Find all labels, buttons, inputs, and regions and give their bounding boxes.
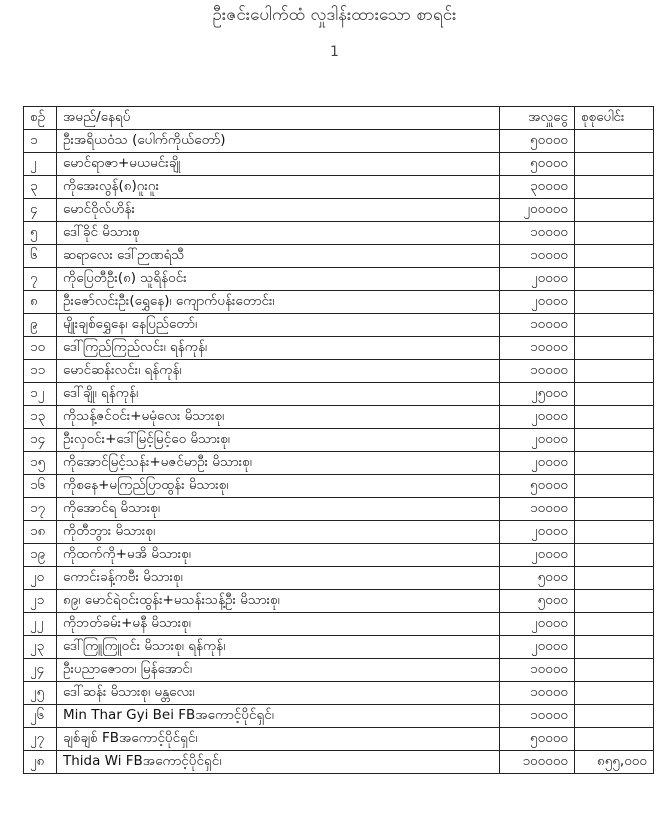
row-number: ၂၇ (24, 728, 57, 751)
header-amount: အလှူငွေ (500, 107, 575, 130)
table-row (24, 337, 654, 360)
row-number: ၁၁ (24, 360, 57, 383)
total-amount (575, 406, 654, 429)
donor-name: ဒေါ်ကြည်ကြည်လင်း၊ ရန်ကုန်၊ (57, 337, 500, 360)
donor-name: ဦးအရိယဝံသ (ပေါက်ကိုယ်တော်) (57, 130, 500, 153)
total-amount (575, 705, 654, 728)
row-number: ၂၂ (24, 613, 57, 636)
table-body (24, 130, 654, 774)
total-amount (575, 383, 654, 406)
donation-amount: ၅၀၀၀၀ (500, 130, 575, 153)
table-row (24, 475, 654, 498)
donor-name: ဦးလှဝင်း+ဒေါ်မြင့်မြင့်ဝေ မိသားစု၊ (57, 429, 500, 452)
donation-amount: ၂၀၀၀၀ (500, 521, 575, 544)
page-title: ဦးဇင်းပေါက်ထံ လှုဒါန်းထားသော စာရင်း (212, 5, 457, 25)
table-row (24, 245, 654, 268)
donation-amount: ၂၀၀၀၀ (500, 406, 575, 429)
total-amount (575, 153, 654, 176)
donation-amount: ၅၀၀၀ (500, 567, 575, 590)
total-amount (575, 521, 654, 544)
donation-amount: ၂၀၀၀၀ (500, 268, 575, 291)
row-number: ၁၀ (24, 337, 57, 360)
row-number: ၁ (24, 130, 57, 153)
total-amount (575, 567, 654, 590)
row-number: ၁၅ (24, 452, 57, 475)
total-amount (575, 314, 654, 337)
header-total: စုစုပေါင်း (575, 107, 654, 130)
donation-amount: ၁၀၀၀၀ (500, 314, 575, 337)
table-row (24, 751, 654, 774)
table-row (24, 682, 654, 705)
row-number: ၁၂ (24, 383, 57, 406)
donor-name: ဒေါ်ကြူကြူဝင်း မိသားစု၊ ရန်ကုန်၊ (57, 636, 500, 659)
donation-amount: ၁၀၀၀၀ (500, 245, 575, 268)
donation-amount: ၅၀၀၀၀ (500, 728, 575, 751)
donor-name: ကိုအောင်ရ မိသားစု၊ (57, 498, 500, 521)
donation-table (23, 106, 654, 774)
row-number: ၂၀ (24, 567, 57, 590)
donor-name: ကောင်းခန့်ကဗီး မိသားစု၊ (57, 567, 500, 590)
row-number: ၉ (24, 314, 57, 337)
donor-name: မောင်ဆန်းလင်း၊ ရန်ကုန်၊ (57, 360, 500, 383)
donor-name: ဒေါ်ဆန်း မိသားစု၊ မန္တလေး၊ (57, 682, 500, 705)
table-row (24, 613, 654, 636)
row-number: ၅ (24, 222, 57, 245)
table-row (24, 130, 654, 153)
row-number: ၂၈ (24, 751, 57, 774)
table-row (24, 498, 654, 521)
donation-amount: ၁၀၀၀၀ (500, 222, 575, 245)
donation-amount: ၅၀၀၀ (500, 590, 575, 613)
total-amount (575, 291, 654, 314)
donation-amount: ၁၀၀၀၀ (500, 337, 575, 360)
total-amount (575, 360, 654, 383)
row-number: ၁၇ (24, 498, 57, 521)
donor-name: Thida Wi FBအကောင့်ပိုင်ရှင်၊ (57, 751, 500, 774)
donation-amount: ၂၀၀၀၀ (500, 613, 575, 636)
donor-name: ကိုသန့်ဇင်ဝင်း+မမုံလေး မိသားစု၊ (57, 406, 500, 429)
total-amount (575, 130, 654, 153)
donor-name: Min Thar Gyi Bei FBအကောင့်ပိုင်ရှင်၊ (57, 705, 500, 728)
donor-name: ချစ်ချစ် FBအကောင့်ပိုင်ရှင်၊ (57, 728, 500, 751)
table-row (24, 567, 654, 590)
donation-amount: ၁၀၀၀၀ (500, 498, 575, 521)
table-row (24, 360, 654, 383)
total-amount (575, 245, 654, 268)
row-number: ၂၁ (24, 590, 57, 613)
donation-amount: ၁၀၀၀၀၀ (500, 751, 575, 774)
donor-name: မောင်ဝိုလ်ဟိန်း (57, 199, 500, 222)
table-row (24, 383, 654, 406)
donation-amount: ၂၀၀၀၀ (500, 544, 575, 567)
total-amount (575, 659, 654, 682)
table-row (24, 153, 654, 176)
donation-amount: ၂၀၀၀၀ (500, 452, 575, 475)
row-number: ၇ (24, 268, 57, 291)
total-amount (575, 728, 654, 751)
table-row (24, 268, 654, 291)
total-amount (575, 337, 654, 360)
donation-amount: ၂၀၀၀၀ (500, 429, 575, 452)
row-number: ၈ (24, 291, 57, 314)
total-amount: ၈၅၅,၀၀၀ (575, 751, 654, 774)
table-row (24, 222, 654, 245)
donor-name: ဦးဇော်လင်းဦး(ရွှေနေ)၊ ကျောက်ပန်းတောင်း၊ (57, 291, 500, 314)
donation-amount: ၅၀၀၀၀ (500, 475, 575, 498)
total-amount (575, 429, 654, 452)
donor-name: ကိုစနေ+မကြည်ပြာထွန်း မိသားစု၊ (57, 475, 500, 498)
donor-name: ကိုထက်ကို+မအိ မိသားစု၊ (57, 544, 500, 567)
total-amount (575, 268, 654, 291)
donation-amount: ၂၀၀၀၀ (500, 291, 575, 314)
table-row (24, 728, 654, 751)
table-row (24, 291, 654, 314)
donation-amount: ၂၅၀၀၀ (500, 383, 575, 406)
total-amount (575, 613, 654, 636)
donor-name: မျိုးချစ်ရွှေနေ၊ နေပြည်တော်၊ (57, 314, 500, 337)
total-amount (575, 222, 654, 245)
table-header-row (24, 107, 654, 130)
row-number: ၁၉ (24, 544, 57, 567)
donation-amount: ၅၀၀၀၀ (500, 153, 575, 176)
total-amount (575, 636, 654, 659)
row-number: ၁၄ (24, 429, 57, 452)
row-number: ၂ (24, 153, 57, 176)
table-row (24, 521, 654, 544)
donation-amount: ၁၀၀၀၀ (500, 682, 575, 705)
row-number: ၃ (24, 176, 57, 199)
donor-name: ကိုဘတ်ခမ်း+မနီ မိသားစု၊ (57, 613, 500, 636)
donation-amount: ၁၀၀၀၀ (500, 360, 575, 383)
total-amount (575, 176, 654, 199)
row-number: ၂၃ (24, 636, 57, 659)
total-amount (575, 498, 654, 521)
table-row (24, 199, 654, 222)
row-number: ၂၅ (24, 682, 57, 705)
table-row (24, 314, 654, 337)
total-amount (575, 544, 654, 567)
donation-amount: ၂၀၀၀၀၀ (500, 199, 575, 222)
table-row (24, 176, 654, 199)
donation-amount: ၃၀၀၀၀ (500, 176, 575, 199)
table-row (24, 590, 654, 613)
donor-name: ၈၉၊ မောင်ရဲဝင်းထွန်း+မသန်းသန့်ဦး မိသားစု၊ (57, 590, 500, 613)
donor-name: ဦးပညာဇောတ၊ မြန်အောင်၊ (57, 659, 500, 682)
donation-amount: ၁၀၀၀၀ (500, 705, 575, 728)
donation-amount: ၁၀၀၀၀ (500, 659, 575, 682)
table-row (24, 636, 654, 659)
table-row (24, 406, 654, 429)
donor-name: ကိုအေးလွန်(၈)ဂူးဂူး (57, 176, 500, 199)
header-number: စဉ် (24, 107, 57, 130)
donor-name: ကိုအောင်မြင့်သန်း+မဇင်မာဦး မိသားစု၊ (57, 452, 500, 475)
table-row (24, 544, 654, 567)
donor-name: ဒေါ်ခိုင် မိသားစု (57, 222, 500, 245)
donor-name: ကိုပြေတီဦး(၈) သူရိန်ဝင်း (57, 268, 500, 291)
row-number: ၆ (24, 245, 57, 268)
donor-name: မောင်ရာဇာ+မယမင်းချို (57, 153, 500, 176)
total-amount (575, 199, 654, 222)
row-number: ၁၆ (24, 475, 57, 498)
row-number: ၂၄ (24, 659, 57, 682)
donor-name: ဒေါ်ချို၊ ရန်ကုန်၊ (57, 383, 500, 406)
total-amount (575, 475, 654, 498)
row-number: ၁၈ (24, 521, 57, 544)
page-number: 1 (330, 44, 339, 60)
total-amount (575, 682, 654, 705)
table-row (24, 705, 654, 728)
row-number: ၂၆ (24, 705, 57, 728)
donor-name: ဆရာလေး ဒေါ်ဉာဏရံသီ (57, 245, 500, 268)
row-number: ၁၃ (24, 406, 57, 429)
donor-name: ကိုတီဘွား မိသားစု၊ (57, 521, 500, 544)
table-row (24, 659, 654, 682)
table-row (24, 452, 654, 475)
total-amount (575, 590, 654, 613)
table-row (24, 429, 654, 452)
donation-amount: ၂၀၀၀၀ (500, 636, 575, 659)
row-number: ၄ (24, 199, 57, 222)
total-amount (575, 452, 654, 475)
header-name-address: အမည်/နေရပ် (57, 107, 500, 130)
